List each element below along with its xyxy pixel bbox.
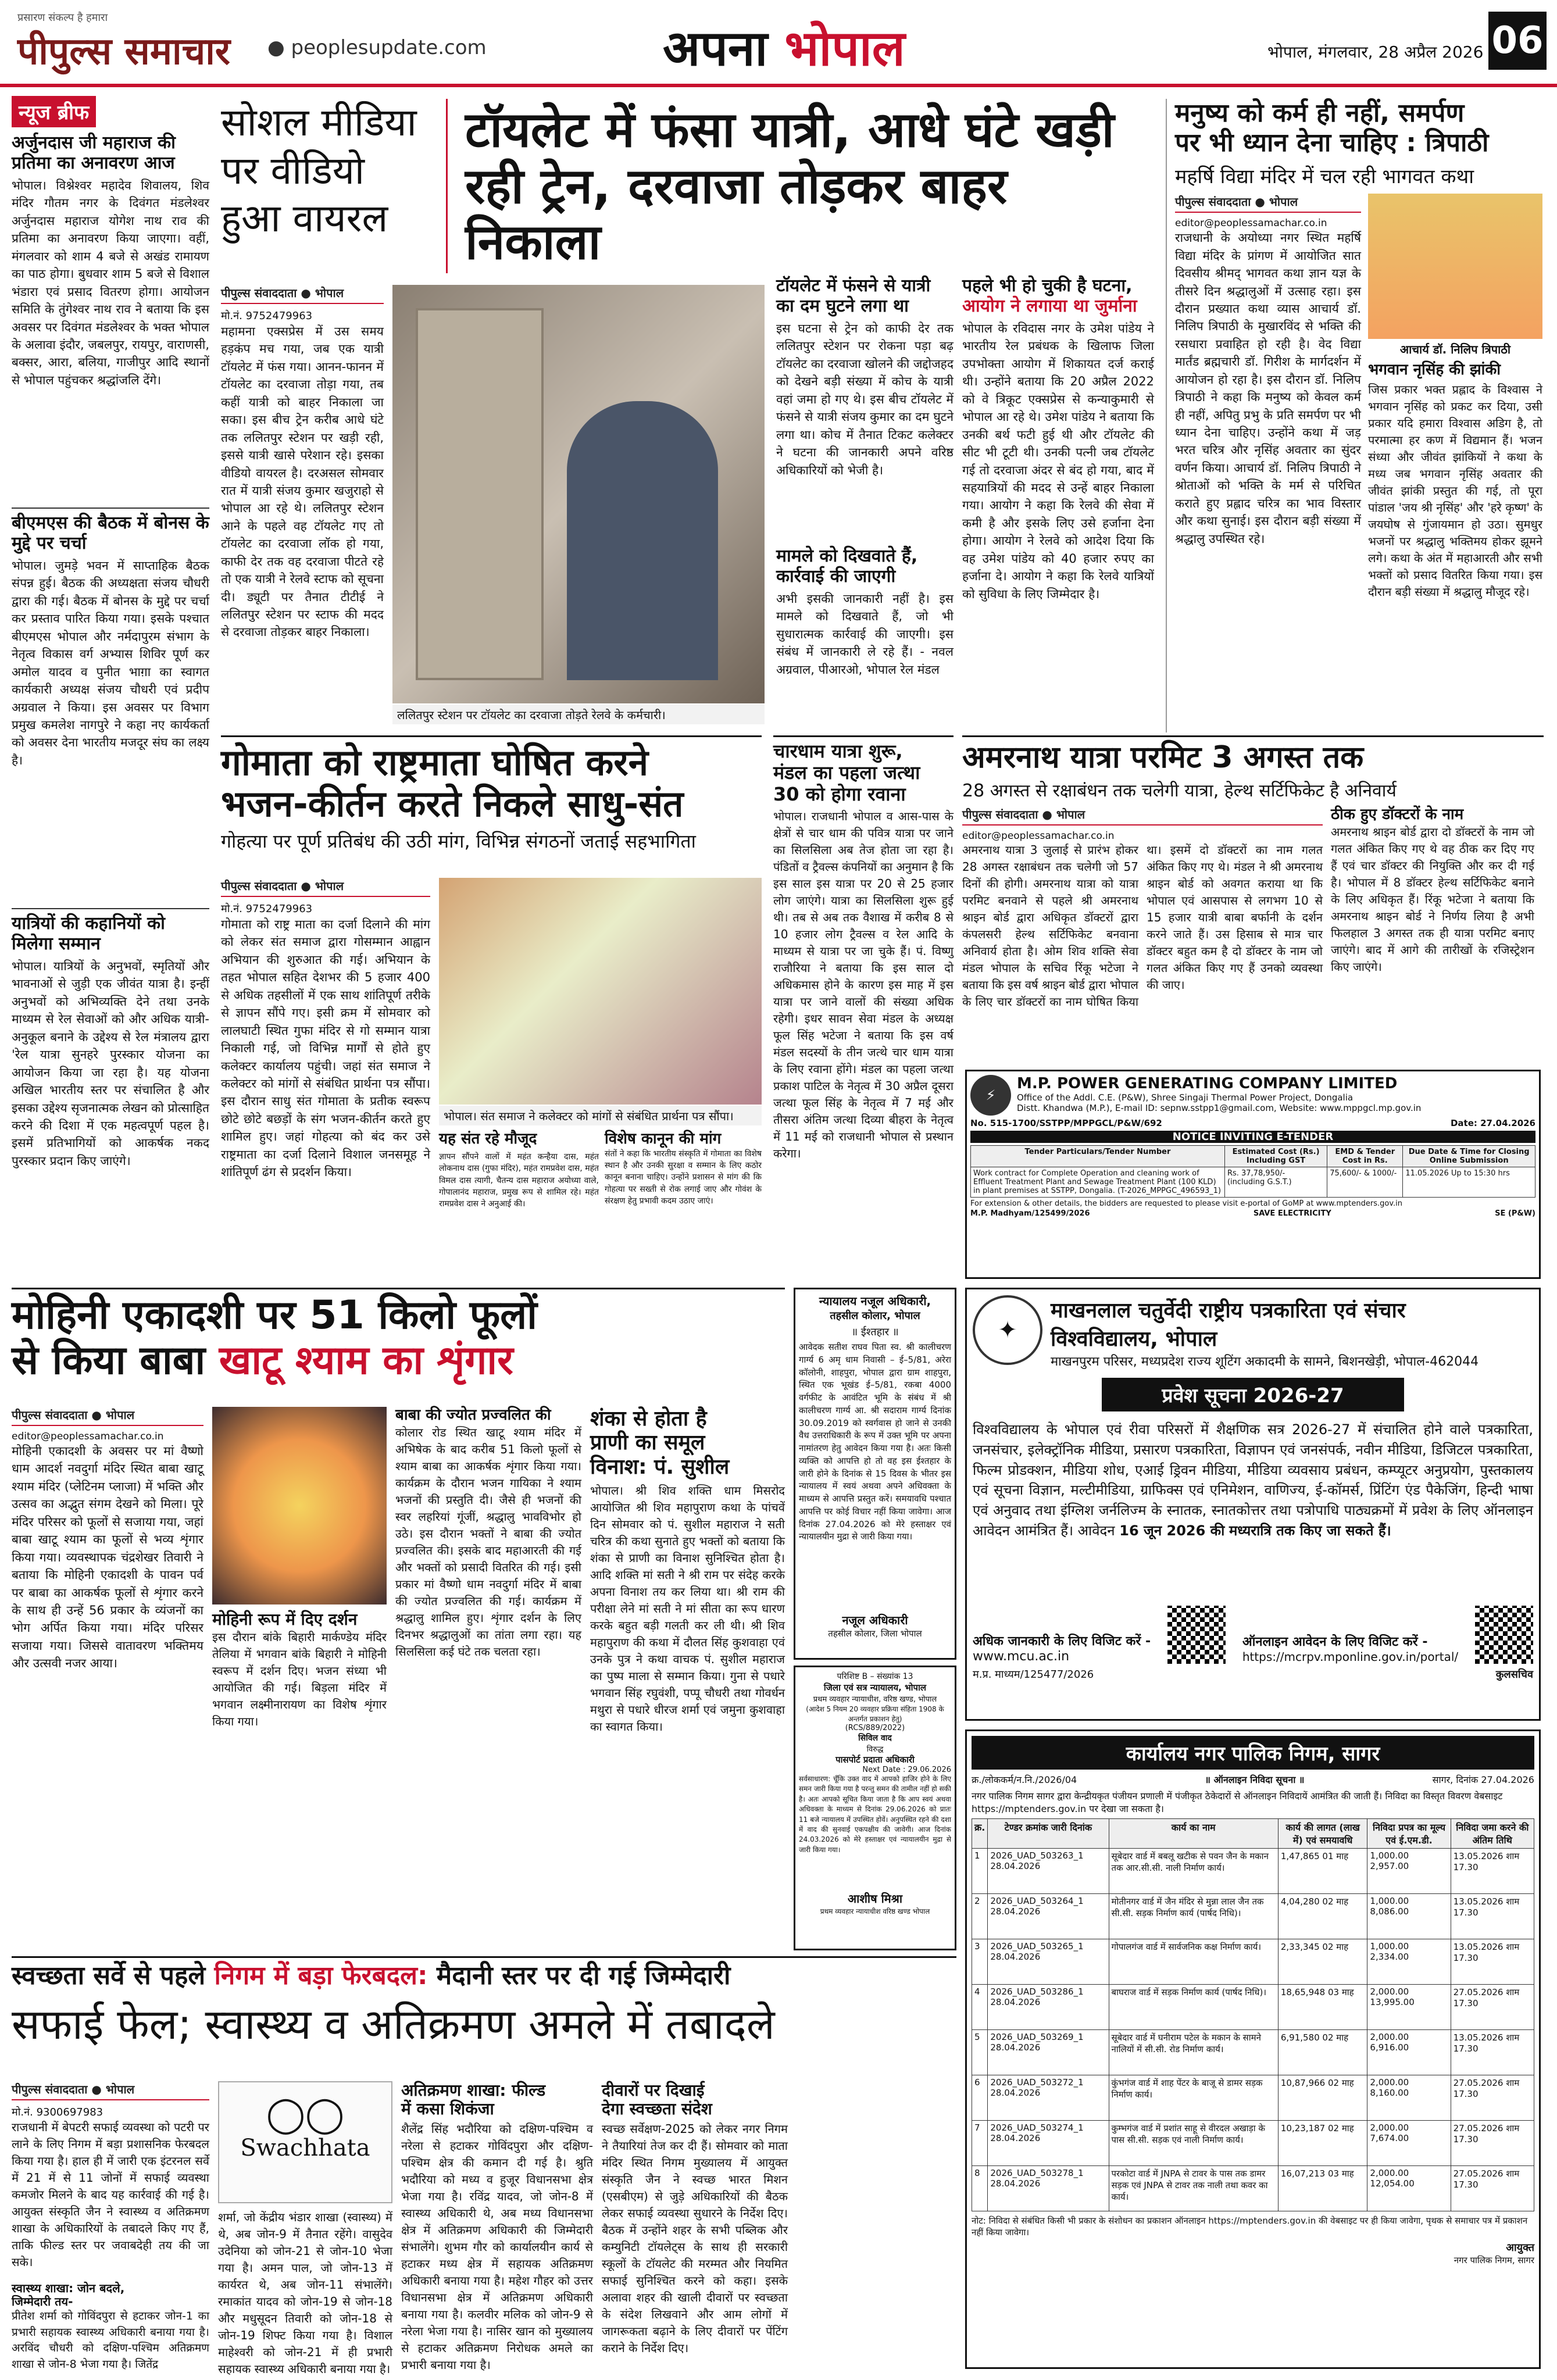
mppgcl-tender-table: Tender Particulars/Tender Number Estimated Cost (Rs.) Including GST EMD & Tender Cost in Rs. Due Date & Time for Closing Online Submission Work contract for Complete Operation and cleaning work of Effluent Treatment Plant and Sewage Treatment Plant (100 KLD) in plant premises at SSTPP, Dongalia. (T-2026_MPPGC_496593_1) Rs. 37,78,950/- (including G.S.T.) 75,600/- & 1000/- 11.05.2026 Up to 15:30 hrs <box>970 1145 1535 1198</box>
table-cell: 2,000.00 7,674.00 <box>1367 2121 1451 2166</box>
table-cell: 18,65,948 03 माह <box>1278 1985 1367 2030</box>
dateline: भोपाल, मंगलवार, 28 अप्रैल 2026 <box>1267 42 1484 62</box>
table-cell: 2,000.00 12,054.00 <box>1367 2166 1451 2211</box>
table-cell: गोपालगंज वार्ड में सार्वजनिक कक्ष निर्माण कार्य। <box>1109 1939 1278 1985</box>
table-cell: 27.05.2026 शाम 17.30 <box>1451 2075 1534 2121</box>
sagar-tender-table: क्र. टेण्डर क्रमांक जारी दिनांक कार्य का नाम कार्य की लागत (लाख में) एवं समयावधि निविदा प्रपत्र का मूल्य एवं ई.एम.डी. निविदा जमा करने की अंतिम तिथि 1 2026_UAD_503263_1 28.04.2026 सूबेदार वार्ड में बबलू खटीक से पवन जैन के मकान तक आर.सी.सी. नाली निर्माण कार्य। 1,47,865 01 माह 1,000.00 2,957.00 13.05.2026 शाम 17.30 2 2026_UAD_503264_1 28.04.2026 मोतीनगर वार्ड में जैन मंदिर से मुन्ना लाल जैन तक सी.सी. सड़क निर्माण कार्य (पार्षद निधि)। 4,04,280 02 माह 1,000.00 8,086.00 13.05.2026 शाम 17.30 3 2026_UAD_503265_1 28.04.2026 गोपालगंज वार्ड में सार्वजनिक कक्ष निर्माण कार्य। 2,33,345 02 माह 1,000.00 2,334.00 13.05.2026 शाम 17.30 4 2026_UAD_503286_1 28.04.2026 बाघराज वार्ड में सड़क निर्माण कार्य (पार्षद निधि)। 18,65,948 03 माह 2,000.00 13,995.00 27.05.2026 शाम 17.30 5 2026_UAD_503269_1 28.04.2026 सूबेदार वार्ड में घनीराम पटेल के मकान के सामने नालियों में सी.सी. रोड निर्माण कार्य। 6,91,580 02 माह 2,000.00 6,916.00 13.05.2026 शाम 17.30 6 2026_UAD_503272_1 28.04.2026 कुंभगंज वार्ड में शाह पेंटर के बाजू से डामर सड़क निर्माण कार्य। 10,87,966 02 माह 2,000.00 8,160.00 27.05.2026 शाम 17.30 7 2026_UAD_503274_1 28.04.2026 कुम्भगंज वार्ड में प्रशांत साहू से वीरदल अखाड़ा के पास सी.सी. सड़क एवं नाली निर्माण कार्य। 10,23,187 02 माह 2,000.00 7,674.00 27.05.2026 शाम 17.30 8 2026_UAD_503278_1 28.04.2026 परकोटा वार्ड में JNPA से टावर के पास तक डामर सड़क एवं JNPA से टावर तक नाली तथा कवर का कार्य। 16,07,213 03 माह 2,000.00 12,054.00 27.05.2026 शाम 17.30 <box>972 1818 1534 2211</box>
tagline: प्रसारण संकल्प है हमारा <box>17 12 108 24</box>
table-row <box>972 1985 1534 2030</box>
table-cell: 13.05.2026 शाम 17.30 <box>1451 2030 1534 2075</box>
toilet-headline: टॉयलेट में फंसा यात्री, आधे घंटे खड़ी रही ट्रेन, दरवाजा तोड़कर बाहर निकाला <box>465 101 1115 271</box>
brief-2-title: बीएमएस की बैठक में बोनस के मुद्दे पर चर्चा <box>12 508 209 553</box>
page-header <box>0 0 1557 87</box>
table-cell: 2026_UAD_503272_1 28.04.2026 <box>988 2075 1109 2121</box>
globe-icon: ● <box>267 36 291 59</box>
table-cell: 6 <box>972 2075 988 2121</box>
mcu-apply-link[interactable]: https://mcrpv.mponline.gov.in/portal/ <box>1242 1650 1459 1664</box>
brief-2-body: भोपाल। जुमड़े भवन में साप्ताहिक बैठक संपन्न हुई। बैठक की अध्यक्षता संजय चौधरी द्वारा की गई। बैठक में बोनस के मुद्दे पर चर्चा कर प्रस्ताव पारित किया गया। इसके पश्चात बीएमएस भोपाल और नर्मदापुरम संभाग के नेतृत्व विकास वर्ग अभ्यास शिविर पूर्ण कर अमोल यादव व पुनीत भाग़ा का स्वागत कार्यकारी अध्यक्ष संजय चौधरी एवं प्रदीप अग्रवाल ने किया। इस अवसर पर विभाग प्रमुख कमलेश नागपुरे ने कहा नए कार्यकर्ता को अवसर देना भारतीय मजदूर संघ का लक्ष्य है। <box>12 559 209 767</box>
mppgcl-tender-ad: ⚡ M.P. POWER GENERATING COMPANY LIMITED Office of the Addl. C.E. (P&W), Shree Singaji Thermal Power Project, Dongalia Distt. Khandwa (M.P.), E-mail ID: sepnw.sstpp1@gmail.com, Website: www.mppgcl.mp.gov.in No. 515-1700/SSTPP/MPPGCL/P&W/692 Date: 27.04.2026 NOTICE INVITING E-TENDER Tender Particulars/Tender Number Estimated Cost (Rs.) Including GST EMD & Tender Cost in Rs. Due Date & Time for Closing Online Submission Work contract for Complete Operation and cleaning work of Effluent Treatment Plant and Sewage Treatment Plant (100 KLD) in plant premises at SSTPP, Dongalia. (T-2026_MPPGC_496593_1) Rs. 37,78,950/- (including G.S.T.) 75,600/- & 1000/- 11.05.2026 Up to 15:30 hrs For extension & other details, the bidders are requested to please visit e-portal of GoMP at www.mptenders.gov.in M.P. Madhyam/125499/2026 SAVE ELECTRICITY SE (P&W) <box>965 1070 1541 1279</box>
news-brief-label: न्यूज ब्रीफ <box>12 96 96 127</box>
brief-1-body: भोपाल। विश्नेश्वर महादेव शिवालय, शिव मंदिर गौतम नगर के दिवंगत मंडलेश्वर अर्जुनदास महाराज योगेश नाथ राव की प्रतिमा का अनावरण किया जाएगा। वहीं, मंगलवार को शाम 4 बजे से अखंड रामायण का पाठ होगा। बुधवार शाम 5 बजे से विशाल भंडारा एवं प्रसाद वितरण होगा। आयोजन समिति के तुंगेश्वर नाथ राव ने बताया कि इस अवसर पर दिवंगत मंडलेश्वर के भक्त भोपाल के अलावा इंदौर, जबलपुर, रायपुर, वाराणसी, बक्सर, आरा, बलिया, गाजीपुर आदि स्थानों से भोपाल पहुंचकर श्रद्धांजलि देंगे। <box>12 178 209 387</box>
gomata-col1: पीपुल्स संवाददाता ● भोपाल मो.नं. 9752479963 गोमाता को राष्ट्र माता का दर्जा दिलाने की मांग को लेकर संत समाज द्वारा गोसम्मान आह्वान अभियान की शुरुआत की गई। अभियान के तहत भोपाल सहित देशभर की 5 हजार 400 से अधिक तहसीलों में एक साथ शांतिपूर्ण तरीके से ज्ञापन सौंपे गए। इसी क्रम में सोमवार को लालघाटी स्थित गुफा मंदिर से गो सम्मान यात्रा निकाली गई, जो विभिन्न मार्गों से होते हुए कलेक्टर कार्यालय पहुंची। जहां संत समाज ने कलेक्टर को मांगों से संबंधित प्रार्थना पत्र सौंपा। इस दौरान साधु संत गोमाता के प्रतीक स्वरूप छोटे छोटे बछड़ों के संग भजन-कीर्तन करते हुए शामिल हुए। जहां गोहत्या को बंद कर उसे राष्ट्रमाता का दर्जा दिलाने विशाल जनसमूह ने शांतिपूर्ण ढंग से प्रदर्शन किया। <box>221 879 430 1180</box>
table-row <box>972 2166 1534 2211</box>
table-cell: 13.05.2026 शाम 17.30 <box>1451 1849 1534 1894</box>
brief-1-title: अर्जुनदास जी महाराज की प्रतिमा का अनावरण आज <box>12 133 176 173</box>
qr-code-icon <box>1475 1606 1533 1664</box>
table-cell: 2026_UAD_503263_1 28.04.2026 <box>988 1849 1109 1894</box>
table-cell: सूबेदार वार्ड में घनीराम पटेल के मकान के सामने नालियों में सी.सी. रोड निर्माण कार्य। <box>1109 2030 1278 2075</box>
table-cell: 13.05.2026 शाम 17.30 <box>1451 1939 1534 1985</box>
table-cell: 2,000.00 13,995.00 <box>1367 1985 1451 2030</box>
university-logo-icon: ✦ <box>973 1295 1042 1365</box>
website-link[interactable]: ● peoplesupdate.com <box>267 36 487 59</box>
video-viral-kicker: सोशल मीडिया पर वीडियो हुआ वायरल <box>221 99 448 273</box>
tripathi-photo <box>1368 194 1542 339</box>
gomata-side1: यह संत रहे मौजूद <box>439 1130 537 1148</box>
legal-notice-1: न्यायालय नजूल अधिकारी, तहसील कोलार, भोपाल ॥ ईश्तहार ॥ आवेदक सतीश राघव पिता स्व. श्री कालीचरण गार्ग्य 6 अमृ धाम निवासी – ई–5/81, अरेरा कॉलोनी, शाहपुरा, भोपाल द्वारा ग्राम शाहपुरा, स्थित एक भूखंड ई–5/81, रकबा 4000 वर्गफीट के आवंटित भूमि के संबंध में श्री कालीचरण गार्ग्य आ. श्री सदाराम गार्ग्य दिनांक 30.09.2019 को स्वर्गवास हो जाने से उनकी वैध उत्तराधिकारी के रूप में उक्त भूमि पर अपना नामांतरण हेतु आवेदन किया गया है। अतः किसी व्यक्ति को आपत्ति हो तो वह इस ईश्तहार के जारी होने के दिनांक से 15 दिवस के भीतर इस न्यायालय में स्वयं अथवा अपने अधिवक्ता के माध्यम से आपत्ति प्रस्तुत करें। समयावधि पश्चात आपत्ति पर कोई विचार नहीं किया जावेगा। आज दिनांक 27.04.2026 को मेरे हस्ताक्षर एवं न्यायालयीन मुद्रा से जारी किया गया। नजूल अधिकारी तहसील कोलार, जिला भोपाल <box>794 1288 956 1660</box>
chardham-story: चारधाम यात्रा शुरू, मंडल का पहला जत्था 30 को होगा रवाना भोपाल। राजधानी भोपाल व आस-पास के क्षेत्रों से चार धाम की पवित्र यात्रा पर जाने का सिलसिला अब तेज होता जा रहा है। पंडितों व ट्रैवल्स कंपनियों का अनुमान है कि इस साल इस यात्रा पर 20 से 25 हजार लोग जाएंगे। यात्रा का सिलसिला शुरू हुई थी। तब से अब तक वैशाख में करीब 8 से 10 हजार लोग ट्रैवल्स व रेल आदि के माध्यम से यात्रा पर जा चुके हैं। पं. विष्णु राजौरिया ने बताया कि इस साल दो अधिकमास होने के कारण इस माह में इस यात्रा पर जाने वालों की संख्या अधिक रहेगी। इधर सावन सेवा मंडल के अध्यक्ष फूल सिंह भटेजा ने बताया कि इस वर्ष मंडल सदस्यों के तीन जत्थे चार धाम यात्रा के लिए रवाना होंगे। मंडल का पहला जत्था प्रकाश पाटिल के नेतृत्व में 30 अप्रैल दूसरा जत्था फूल सिंह के नेतृत्व में 7 मई और तीसरा अंतिम जत्था दिव्या बीहरा के नेतृत्व में 11 मई को राजधानी भोपाल से प्रस्थान करेगा। <box>773 735 954 1186</box>
table-cell: 27.05.2026 शाम 17.30 <box>1451 1985 1534 2030</box>
page-number: 06 <box>1488 12 1547 70</box>
table-cell: 16,07,213 03 माह <box>1278 2166 1367 2211</box>
table-cell: 1,000.00 8,086.00 <box>1367 1894 1451 1939</box>
table-cell: मोतीनगर वार्ड में जैन मंदिर से मुन्ना लाल जैन तक सी.सी. सड़क निर्माण कार्य (पार्षद निधि)। <box>1109 1894 1278 1939</box>
table-cell: 1,000.00 2,957.00 <box>1367 1849 1451 1894</box>
khatu-side: बाबा की ज्योत प्रज्वलित की कोलार रोड स्थित खाटू श्याम मंदिर में अभिषेक के बाद करीब 51 किलो फूलों से श्याम बाबा का आकर्षक शृंगार किया गया। कार्यक्रम के दौरान भजन गायिका ने श्याम भजनों की प्रस्तुति दी। जैसे ही भजनों की स्वर लहरियां गूंजीं, श्रद्धालु भावविभोर हो उठे। इस दौरान भक्तों ने बाबा की ज्योत प्रज्वलित की। इसके बाद महाआरती की गई और भक्तों को प्रसादी वितरित की गई। इसी प्रकार मां वैष्णो धाम नवदुर्गा मंदिर में बाबा की ज्योत प्रज्वलित की गई। कार्यक्रम में श्रद्धालु शामिल हुए। शृंगार दर्शन के लिए दिनभर श्रद्धालुओं का तांता लगा रहा। यह सिलसिला कई घंटे तक चलता रहा। <box>395 1406 581 1659</box>
table-row <box>972 1894 1534 1939</box>
toilet-caption: ललितपुर स्टेशन पर टॉयलेट का दरवाजा तोड़ते रेलवे के कर्मचारी। <box>392 705 765 724</box>
khatu-caption-box: मोहिनी रूप में दिए दर्शन इस दौरान बांके बिहारी मार्कण्डेय मंदिर तेलिया में भगवान बांके बिहारी ने मोहिनी स्वरूप में दर्शन दिए। भजन संध्या भी आयोजित की गई। बिड़ला मंदिर में भगवान लक्ष्मीनारायण का विशेष शृंगार किया गया। <box>212 1610 387 1729</box>
toilet-story-col3: टॉयलेट में फंसने से यात्री का दम घुटने लगा था इस घटना से ट्रेन को काफी देर तक ललितपुर स्टेशन पर रोकना पड़ा बढ़ टॉयलेट का दरवाजा खोलने की जद्दोजहद को देखने बड़ी संख्या में कोच के यात्री वहां जमा हो गए थे। इस बीच टॉयलेट में फंसने से यात्री संजय कुमार का दम घुटने लगा था। कोच में तैनात टिकट कलेक्टर ने घटना की जानकारी अपने वरिष्ठ अधिकारियों को भेजी है। मामले को दिखवाते हैं, कार्रवाई की जाएगी अभी इसकी जानकारी नहीं है। इस मामले को दिखवाते हैं, जो भी सुधारात्मक कार्रवाई की जाएगी। इस संबंध में जानकारी ले रहे हैं। - नवल अग्रवाल, पीआरओ, भोपाल रेल मंडल <box>776 276 954 677</box>
toilet-story-col4: पहले भी हो चुकी है घटना, आयोग ने लगाया था जुर्माना भोपाल के रविदास नगर के उमेश पांडेय ने भारतीय रेल प्रबंधक के खिलाफ जिला उपभोक्ता आयोग में शिकायत दर्ज कराई थी। उन्होंने बताया कि 20 अप्रैल 2022 को वे त्रिकूट एक्सप्रेस से कन्याकुमारी से भोपाल आ रहे थे। उमेश पांडेय ने बताया कि उनकी बर्थ फटी हुई थी और टॉयलेट की सीट भी टूटी थी। उनकी पत्नी जब टॉयलेट गई तो दरवाजा अंदर से बंद हो गया, बाद में सहयात्रियों की मदद से उन्हें बाहर निकाला गया। आयोग ने कहा कि रेलवे की सेवा में कमी है और इसके लिए उसे हर्जाना देना होगा। आयोग ने रेलवे को आदेश दिया कि वह उमेश पांडेय को 40 हजार रुपए का हर्जाना दे। आयोग ने कहा कि रेलवे यात्रियों को सुविधा के लिए जिम्मेदार है। <box>962 276 1154 601</box>
table-cell: 3 <box>972 1939 988 1985</box>
table-cell: 2026_UAD_503278_1 28.04.2026 <box>988 2166 1109 2211</box>
table-row <box>972 1939 1534 1985</box>
table-row <box>972 2075 1534 2121</box>
glasses-icon: ◯◯ <box>266 2094 345 2135</box>
toilet-story-col1 <box>221 285 384 727</box>
table-row <box>972 2121 1534 2166</box>
news-brief-column <box>12 96 209 1285</box>
section-title: अपना भोपाल <box>663 20 905 77</box>
table-cell: कुंभगंज वार्ड में शाह पेंटर के बाजू से डामर सड़क निर्माण कार्य। <box>1109 2075 1278 2121</box>
table-row <box>972 1849 1534 1894</box>
bhagwat-story: मनुष्य को कर्म ही नहीं, समर्पण पर भी ध्यान देना चाहिए : त्रिपाठी महर्षि विद्या मंदिर में चल रही भागवत कथा पीपुल्स संवाददाता ● भोपाल editor@peoplessamachar.co.in राजधानी के अयोध्या नगर स्थित महर्षि विद्या मंदिर के प्रांगण में आयोजित सात दिवसीय श्रीमद् भागवत कथा ज्ञान यज्ञ के तीसरे दिन श्रद्धालुओं में उत्साह रहा। इस दौरान प्रख्यात कथा व्यास आचार्य डॉ. निलिप त्रिपाठी के मुखारविंद से भक्ति की रसधारा प्रवाहित हो रही है। वेद विद्या मार्तंड ब्रह्मचारी डॉ. गिरीश के मार्गदर्शन में आयोजन हो रहा है। इस दौरान डॉ. निलिप त्रिपाठी ने कहा कि मनुष्य को केवल कर्म ही नहीं, अपितु प्रभु के प्रति समर्पण पर भी ध्यान देना चाहिए। उन्होंने कथा में जड़ भरत चरित्र और नृसिंह अवतार का सुंदर वर्णन किया। आचार्य डॉ. निलिप त्रिपाठी ने श्रोताओं को भक्ति के मर्म से परिचित कराते हुए प्रह्लाद चरित्र का भाव विस्तार और कथा सुनाई। इस दौरान बड़ी संख्या में श्रद्धालु उपस्थित रहे। आचार्य डॉ. निलिप त्रिपाठी भगवान नृसिंह की झांकी जिस प्रकार भक्त प्रह्लाद के विश्वास ने भगवान नृसिंह को प्रकट कर दिया, उसी प्रकार यदि हमारा विश्वास अडिग है, तो परमात्मा हर कण में विद्यमान हैं। भजन संध्या और जीवंत झांकियों ने कथा के मध्य जब भगवान नृसिंह अवतार की जीवंत झांकी प्रस्तुत की गई, तो पूरा पांडाल 'जय श्री नृसिंह' और 'हरे कृष्ण' के जयघोष से गुंजायमान हो उठा। सुमधुर भजनों पर श्रद्धालु भक्तिमय होकर झूमने लगे। कथा के अंत में महाआरती और सभी भक्तों को प्रसाद वितरित किया गया। इस दौरान बड़ी संख्या में श्रद्धालु मौजूद रहे। <box>1166 99 1544 732</box>
table-cell: 1,47,865 01 माह <box>1278 1849 1367 1894</box>
table-cell: 4,04,280 02 माह <box>1278 1894 1367 1939</box>
table-cell: बाघराज वार्ड में सड़क निर्माण कार्य (पार्षद निधि)। <box>1109 1985 1278 2030</box>
table-cell: कुम्भगंज वार्ड में प्रशांत साहू से वीरदल अखाड़ा के पास सी.सी. सड़क एवं नाली निर्माण कार्य। <box>1109 2121 1278 2166</box>
khatu-col1: पीपुल्स संवाददाता ● भोपाल editor@peoplessamachar.co.in मोहिनी एकादशी के अवसर पर मां वैष्णो धाम आदर्श नवदुर्गा मंदिर स्थित बाबा खाटू श्याम मंदिर (प्लेटिनम प्लाजा) में भक्ति और उत्सव का अद्भुत संगम देखने को मिला। पूरे मंदिर परिसर को फूलों से सजाया गया, जहां बाबा खाटू श्याम का फूलों से भव्य शृंगार किया गया। व्यवस्थापक चंद्रशेखर तिवारी ने बताया कि मोहिनी एकादशी के पावन पर्व पर बाबा का आकर्षक फूलों से शृंगार करने के साथ ही उन्हें 56 प्रकार के व्यंजनों का भोग अर्पित किया गया। मंदिर परिसर सजाया गया। जिससे वातावरण भक्तिमय और उत्सवी नजर आया। <box>12 1408 203 1671</box>
toilet-door <box>416 308 544 680</box>
table-cell: 2026_UAD_503286_1 28.04.2026 <box>988 1985 1109 2030</box>
table-cell: 1,000.00 2,334.00 <box>1367 1939 1451 1985</box>
gomata-side2: विशेष कानून की मांग संतों ने कहा कि भारतीय संस्कृति में गोमाता का विशेष स्थान है और उनकी सुरक्षा व सम्मान के लिए कठोर कानून बनाना चाहिए। उन्होंने प्रशासन से मांग की कि गोहत्या पर सख्ती से रोक लगाई जाए और गोवंश के संरक्षण हेतु प्रभावी कदम उठाए जाएं। <box>605 1130 762 1206</box>
khatu-headline: मोहिनी एकादशी पर 51 किलो फूलों से किया बाबा खाटू श्याम का शृंगार <box>12 1288 785 1404</box>
table-cell: 4 <box>972 1985 988 2030</box>
swachh-col4: दीवारों पर दिखाई देगा स्वच्छता संदेश स्वच्छ सर्वेक्षण-2025 को लेकर नगर निगम ने तैयारियां तेज कर दी हैं। सोमवार को माता मंदिर स्थित निगम मुख्यालय में आयुक्त संस्कृति जैन ने स्वच्छ भारत मिशन (एसबीएम) से जुड़े अधिकारियों की बैठक लेकर सफाई व्यवस्था सुधारने के निर्देश दिए। बैठक में उन्होंने शहर के सभी पब्लिक और कम्युनिटी टॉयलेट्स के साथ ही सरकारी स्कूलों के टॉयलेट की मरम्मत और नियमित सफाई सुनिश्चित करने को कहा। इसके अलावा शहर की खाली दीवारों पर स्वच्छता के संदेश लिखवाने और आम लोगों में जागरूकता बढ़ाने के लिए दीवारों पर पेंटिंग कराने के निर्देश दिए। <box>602 2081 788 2356</box>
gomata-caption: भोपाल। संत समाज ने कलेक्टर को मांगों से संबंधित प्रार्थना पत्र सौंपा। <box>439 1106 762 1125</box>
legal-notice-2: परिशिष्ट B – संख्यांक 13 जिला एवं सत्र न्यायालय, भोपाल प्रथम व्यवहार न्यायाधीश, वरिष्ठ खण्ड, भोपाल (आदेश 5 नियम 20 व्यवहार प्रक्रिया संहिता 1908 के अन्तर्गत प्रकाशन हेतु) (RCS/889/2022) सिविल वाद विरुद्ध पासपोर्ट प्रदाता अधिकारी Next Date : 29.06.2026 सर्वसाधारण: चूँकि उक्त वाद में आपको हाजिर होने के लिए समन जारी किया गया है परन्तु समन की तामील नहीं हो सकी है। अतः आपको सूचित किया जाता है कि आप स्वयं अथवा अधिवक्ता के माध्यम से दिनांक 29.06.2026 को प्रातः 11 बजे न्यायालय में उपस्थित होवें। अनुपस्थित रहने की दशा में वाद की सुनवाई एकपक्षीय की जावेगी। आज दिनांक 24.03.2026 को मेरे हस्ताक्षर एवं न्यायालयीन मुद्रा से जारी किया गया। आशीष मिश्रा प्रथम व्यवहार न्यायाधीश वरिष्ठ खण्ड भोपाल <box>794 1666 956 1950</box>
sagar-tender-ad: कार्यालय नगर पालिक निगम, सागर क्र./लोककर्म/न.नि./2026/04 ॥ ऑनलाइन निविदा सूचना ॥ सागर, दिनांक 27.04.2026 नगर पालिक निगम सागर द्वारा केन्द्रीयकृत पंजीयन प्रणाली में पंजीकृत ठेकेदारों से ऑनलाइन निविदायें आमंत्रित की जाती हैं। निविदा का विस्तृत विवरण वेबसाइट https://mptenders.gov.in पर देखा जा सकता है। क्र. टेण्डर क्रमांक जारी दिनांक कार्य का नाम कार्य की लागत (लाख में) एवं समयावधि निविदा प्रपत्र का मूल्य एवं ई.एम.डी. निविदा जमा करने की अंतिम तिथि 1 2026_UAD_503263_1 28.04.2026 सूबेदार वार्ड में बबलू खटीक से पवन जैन के मकान तक आर.सी.सी. नाली निर्माण कार्य। 1,47,865 01 माह 1,000.00 2,957.00 13.05.2026 शाम 17.30 2 2026_UAD_503264_1 28.04.2026 मोतीनगर वार्ड में जैन मंदिर से मुन्ना लाल जैन तक सी.सी. सड़क निर्माण कार्य (पार्षद निधि)। 4,04,280 02 माह 1,000.00 8,086.00 13.05.2026 शाम 17.30 3 2026_UAD_503265_1 28.04.2026 गोपालगंज वार्ड में सार्वजनिक कक्ष निर्माण कार्य। 2,33,345 02 माह 1,000.00 2,334.00 13.05.2026 शाम 17.30 4 2026_UAD_503286_1 28.04.2026 बाघराज वार्ड में सड़क निर्माण कार्य (पार्षद निधि)। 18,65,948 03 माह 2,000.00 13,995.00 27.05.2026 शाम 17.30 5 2026_UAD_503269_1 28.04.2026 सूबेदार वार्ड में घनीराम पटेल के मकान के सामने नालियों में सी.सी. रोड निर्माण कार्य। 6,91,580 02 माह 2,000.00 6,916.00 13.05.2026 शाम 17.30 6 2026_UAD_503272_1 28.04.2026 कुंभगंज वार्ड में शाह पेंटर के बाजू से डामर सड़क निर्माण कार्य। 10,87,966 02 माह 2,000.00 8,160.00 27.05.2026 शाम 17.30 7 2026_UAD_503274_1 28.04.2026 कुम्भगंज वार्ड में प्रशांत साहू से वीरदल अखाड़ा के पास सी.सी. सड़क एवं नाली निर्माण कार्य। 10,23,187 02 माह 2,000.00 7,674.00 27.05.2026 शाम 17.30 8 2026_UAD_503278_1 28.04.2026 परकोटा वार्ड में JNPA से टावर के पास तक डामर सड़क एवं JNPA से टावर तक नाली तथा कवर का कार्य। 16,07,213 03 माह 2,000.00 12,054.00 27.05.2026 शाम 17.30 नोट: निविदा से संबंधित किसी भी प्रकार के संशोधन का प्रकाशन ऑनलाइन https://mptenders.gov.in की वेबसाइट पर ही किया जावेगा, पृथक से समाचार पत्र में प्रकाशन नहीं किया जावेगा। आयुक्त नगर पालिक निगम, सागर <box>965 1729 1541 2369</box>
table-cell: 7 <box>972 2121 988 2166</box>
table-cell: 2026_UAD_503265_1 28.04.2026 <box>988 1939 1109 1985</box>
table-cell: सूबेदार वार्ड में बबलू खटीक से पवन जैन के मकान तक आर.सी.सी. नाली निर्माण कार्य। <box>1109 1849 1278 1894</box>
swachh-col3: अतिक्रमण शाखा: फील्ड में कसा शिकंजा शैलेंद्र सिंह भदौरिया को दक्षिण-पश्चिम व नरेला से हटाकर गोविंदपुरा और दक्षिण-पश्चिम क्षेत्र की कमान दी गई है। श्रुति भदौरिया को मध्य व हुजूर विधानसभा क्षेत्र भेजा गया है। रविंद्र यादव, जो जोन-8 में स्वास्थ्य अधिकारी थे, अब मध्य विधानसभा क्षेत्र में अतिक्रमण अधिकारी की जिम्मेदारी संभालेंगे। शुभम गौर को कार्यालयीन कार्य से हटाकर मध्य क्षेत्र में सहायक अतिक्रमण अधिकारी बनाया गया है। महेश गौहर को उत्तर विधानसभा क्षेत्र में अतिक्रमण अधिकारी बनाया गया है। कलवीर मलिक को जोन-9 से नरेला भेजा गया है। नासिर खान को मुख्यालय से हटाकर अतिक्रमण निरोधक अमले का प्रभारी बनाया गया है। <box>401 2081 593 2372</box>
shanka-story: शंका से होता है प्राणी का समूल विनाश: पं. सुशील भोपाल। श्री शिव शक्ति धाम मिसरोद आयोजित श्री शिव महापुराण कथा के पांचवें दिन सोमवार को पं. सुशील महाराज ने सती चरित्र की कथा सुनाते हुए भक्तों को बताया कि शंका से प्राणी का विनाश सुनिश्चित होता है। आदि शक्ति मां सती ने श्री राम पर संदेह करके अपना विनाश तय कर लिया था। श्री राम की परीक्षा लेने मां सती ने मां सीता का रूप धारण करके बहुत बड़ी गलती कर ली थी। श्री शिव महापुराण की कथा में दौलत सिंह कुशवाहा एवं उनके पुत्र ने कथा वाचक पं. सुशील महाराज का पुष्प माला से सम्मान किया। गुना से पधारे भगवान सिंह रघुवंशी, पप्पू चौधरी तथा गोवर्धन मथुरा से पधारे धीरज शर्मा एवं जमुना कुशवाहा का स्वागत किया। <box>590 1407 785 1734</box>
toilet-byline: पीपुल्स संवाददाता ● भोपाल <box>221 285 384 304</box>
toilet-mobile: मो.नं. 9752479963 <box>221 310 313 322</box>
table-cell: 2 <box>972 1894 988 1939</box>
table-cell: 10,87,966 02 माह <box>1278 2075 1367 2121</box>
brief-3-body: भोपाल। यात्रियों के अनुभवों, स्मृतियों और भावनाओं से जुड़ी एक जीवंत यात्रा है। इन्हीं अनुभवों को अभिव्यक्ति देने तथा उनके माध्यम से रेल सेवाओं को और अधिक यात्री-अनुकूल बनाने के उद्देश्य से रेल मंत्रालय द्वारा 'रेल यात्रा सुनहरे पुरस्कार योजना का आयोजन किया जा रहा है। यह योजना अखिल भारतीय स्तर पर संचालित है और इसका उद्देश्य सृजनात्मक लेखन को प्रोत्साहित करने की दिशा में एक महत्वपूर्ण पहल है। इसमें प्रतिभागियों को आकर्षक नकद पुरस्कार प्रदान किए जाएंगे। <box>12 959 209 1168</box>
table-cell: 1 <box>972 1849 988 1894</box>
worker-figure <box>567 401 718 680</box>
table-cell: परकोटा वार्ड में JNPA से टावर के पास तक डामर सड़क एवं JNPA से टावर तक नाली तथा कवर का कार्य। <box>1109 2166 1278 2211</box>
mcu-website-link[interactable]: www.mcu.ac.in <box>973 1649 1070 1664</box>
qr-code-icon <box>1167 1606 1226 1664</box>
table-cell: 27.05.2026 शाम 17.30 <box>1451 2121 1534 2166</box>
toilet-photo <box>392 285 765 703</box>
swachh-headline: स्वच्छता सर्वे से पहले निगम में बड़ा फेरबदल: मैदानी स्तर पर दी गई जिम्मेदारी सफाई फेल; स्वास्थ्य व अतिक्रमण अमले में तबादले <box>12 1956 956 2075</box>
table-cell: 10,23,187 02 माह <box>1278 2121 1367 2166</box>
table-cell: 8 <box>972 2166 988 2211</box>
swachh-col1: पीपुल्स संवाददाता ● भोपाल मो.नं. 9300697983 राजधानी में बेपटरी सफाई व्यवस्था को पटरी पर लाने के लिए निगम में बड़ा प्रशासनिक फेरबदल किया गया है। हाल ही में जारी एक इंटरनल सर्वे में 21 में से 11 जोनों में सफाई व्यवस्था कमजोर मिलने के बाद यह कार्रवाई की गई है। आयुक्त संस्कृति जैन ने स्वास्थ्य व अतिक्रमण शाखा के अधिकारियों के तबादले किए गए हैं, ताकि फील्ड स्तर पर जवाबदेही तय की जा सके। स्वास्थ्य शाखा: जोन बदले, जिम्मेदारी तय- प्रीतेश शर्मा को गोविंदपुरा से हटाकर जोन-1 का प्रभारी सहायक स्वास्थ्य अधिकारी बनाया गया है। अरविंद चौधरी को दक्षिण-पश्चिम अतिक्रमण शाखा से जोन-8 भेजा गया है। जितेंद्र <box>12 2082 209 2371</box>
table-cell: 6,91,580 02 माह <box>1278 2030 1367 2075</box>
toilet-body: महामना एक्सप्रेस में उस समय हड़कंप मच गया, जब एक यात्री टॉयलेट में फंस गया। आनन-फानन में टॉयलेट का दरवाजा तोड़ा गया, तब कहीं यात्री को बाहर निकाला जा सका। इस बीच ट्रेन करीब आधे घंटे तक ललितपुर स्टेशन पर खड़ी रही, इससे यात्री खासे परेशान रहे। इसका वीडियो वायरल है। दरअसल सोमवार रात में यात्री संजय कुमार खजुराहो से भोपाल आ रहे थे। ललितपुर स्टेशन आने के पहले वह टॉयलेट गए तो टॉयलेट का दरवाजा लॉक हो गया, काफी देर तक वह दरवाजा पीटते रहे तो एक यात्री ने रेलवे स्टाफ को सूचना दी। ड्यूटी पर तैनात टीटीई ने ललितपुर स्टेशन पर स्टाफ की मदद से दरवाजा तोड़कर बाहर निकाला। <box>221 324 384 639</box>
mppgcl-logo-icon: ⚡ <box>970 1075 1011 1116</box>
amarnath-story: अमरनाथ यात्रा परमिट 3 अगस्त तक 28 अगस्त से रक्षाबंधन तक चलेगी यात्रा, हेल्थ सर्टिफिकेट है अनिवार्य पीपुल्स संवाददाता ● भोपाल editor@peoplessamachar.co.in अमरनाथ यात्रा 3 जुलाई से प्रारंभ होकर 28 अगस्त रक्षाबंधन तक चलेगी जो 57 दिनों की होगी। अमरनाथ यात्रा को यात्रा परमिट बनवाने से पहले श्री अमरनाथ श्राइन बोर्ड द्वारा अधिकृत डॉक्टरों द्वारा कंपलसरी हेल्थ सर्टिफिकेट बनवाना अनिवार्य होता है। ओम शिव शक्ति सेवा मंडल भोपाल के सचिव रिंकू भटेजा ने बताया कि इस वर्ष श्राइन बोर्ड द्वारा भोपाल के लिए चार डॉक्टरों का नाम घोषित किया था। इसमें दो डॉक्टरों का नाम गलत अंकित किए गए थे। मंडल ने श्री अमरनाथ श्राइन बोर्ड को अवगत कराया था कि भोपाल एवं आसपास से लगभग 10 से 15 हजार यात्री बाबा बर्फानी के दर्शन करने जाते हैं। उस हिसाब से मात्र चार डॉक्टर बहुत कम है दो डॉक्टर के नाम जो गलत अंकित किए गए हैं उनको व्यवस्था की जाए। ठीक हुए डॉक्टरों के नाम अमरनाथ श्राइन बोर्ड द्वारा दो डॉक्टरों के नाम जो गलत अंकित किए गए थे वह ठीक कर दिए गए हैं एवं चार डॉक्टर की नियुक्ति और कर दी गई है। भोपाल में 8 डॉक्टर हेल्थ सर्टिफिकेट बनाने के लिए अधिकृत हैं। रिंकू भटेजा ने बताया कि अमरनाथ श्राइन बोर्ड ने निर्णय लिया है अभी फिलहाल 3 अगस्त तक ही यात्रा परमिट बनाए जाएंगे। बाद में आगे की तारीखों के रजिस्ट्रेशन किए जाएंगे। <box>962 735 1544 1061</box>
table-cell: 2,000.00 8,160.00 <box>1367 2075 1451 2121</box>
gomata-photo <box>439 878 762 1105</box>
swachhata-logo: ◯◯ Swachhata <box>218 2081 392 2203</box>
table-cell: 2,33,345 02 माह <box>1278 1939 1367 1985</box>
table-cell: 27.05.2026 शाम 17.30 <box>1451 2166 1534 2211</box>
swachh-filler <box>794 2081 956 2369</box>
swachh-col2: शर्मा, जो केंद्रीय भंडार शाखा (स्वास्थ्य) में थे, अब जोन-9 में तैनात रहेंगे। वासुदेव उदेनिया को जोन-21 से जोन-10 भेजा गया है। अमन पाल, जो जोन-13 में कार्यरत थे, अब जोन-11 संभालेंगे। रमाकांत यादव को जोन-19 से जोन-18 और मधुसूदन तिवारी को जोन-18 से जोन-19 शिफ्ट किया गया है। विशाल माहेश्वरी को जोन-21 में ही प्रभारी सहायक स्वास्थ्य अधिकारी बनाया गया है। <box>218 2210 392 2376</box>
table-cell: 2026_UAD_503264_1 28.04.2026 <box>988 1894 1109 1939</box>
table-cell: 2,000.00 6,916.00 <box>1367 2030 1451 2075</box>
table-row <box>972 2030 1534 2075</box>
mcu-admission-ad: ✦ माखनलाल चतुर्वेदी राष्ट्रीय पत्रकारिता एवं संचार विश्वविद्यालय, भोपाल माखनपुरम परिसर, मध्यप्रदेश राज्य शूटिंग अकादमी के सामने, बिशनखेड़ी, भोपाल-462044 प्रवेश सूचना 2026-27 विश्वविद्यालय के भोपाल एवं रीवा परिसरों में शैक्षणिक सत्र 2026-27 में संचालित होने वाले पत्रकारिता, जनसंचार, इलेक्ट्रॉनिक मीडिया, प्रसारण पत्रकारिता, विज्ञापन एवं जनसंपर्क, नवीन मीडिया, डिजिटल पत्रकारिता, फिल्म प्रोडक्शन, मीडिया शोध, एआई ड्रिवन मीडिया, मीडिया व्यवसाय प्रबंधन, कम्प्यूटर अनुप्रयोग, पुस्तकालय एवं सूचना विज्ञान, मल्टीमीडिया, ग्राफिक्स एवं एनिमेशन, वाणिज्य, ई-कॉमर्स, प्रिंटिंग एंड पैकेजिंग, हिन्दी भाषा एवं अनुवाद तथा इंग्लिश जर्नलिज्म के स्नातक, स्नातकोत्तर तथा पत्रोपाधि पाठ्यक्रमों में प्रवेश के लिए ऑनलाइन आवेदन आमंत्रित हैं। आवेदन 16 जून 2026 की मध्यरात्रि तक किए जा सकते हैं। अधिक जानकारी के लिए विजिट करें - www.mcu.ac.in ऑनलाइन आवेदन के लिए विजिट करें - https://mcrpv.mponline.gov.in/portal/ म.प्र. माध्यम/125477/2026 कुलसचिव <box>965 1288 1541 1721</box>
gomata-story: गोमाता को राष्ट्रमाता घोषित करने भजन-कीर्तन करते निकले साधु-संत गोहत्या पर पूर्ण प्रतिबंध की उठी मांग, विभिन्न संगठनों जताई सहभागिता <box>221 735 762 1186</box>
khatu-photo <box>212 1407 387 1604</box>
table-cell: 13.05.2026 शाम 17.30 <box>1451 1894 1534 1939</box>
masthead: प्रसारण संकल्प है हमारा पीपुल्स समाचार <box>17 12 230 73</box>
brief-3-title: यात्रियों की कहानियों को मिलेगा सम्मान <box>12 908 209 954</box>
table-cell: 5 <box>972 2030 988 2075</box>
table-cell: 2026_UAD_503269_1 28.04.2026 <box>988 2030 1109 2075</box>
table-cell: 2026_UAD_503274_1 28.04.2026 <box>988 2121 1109 2166</box>
